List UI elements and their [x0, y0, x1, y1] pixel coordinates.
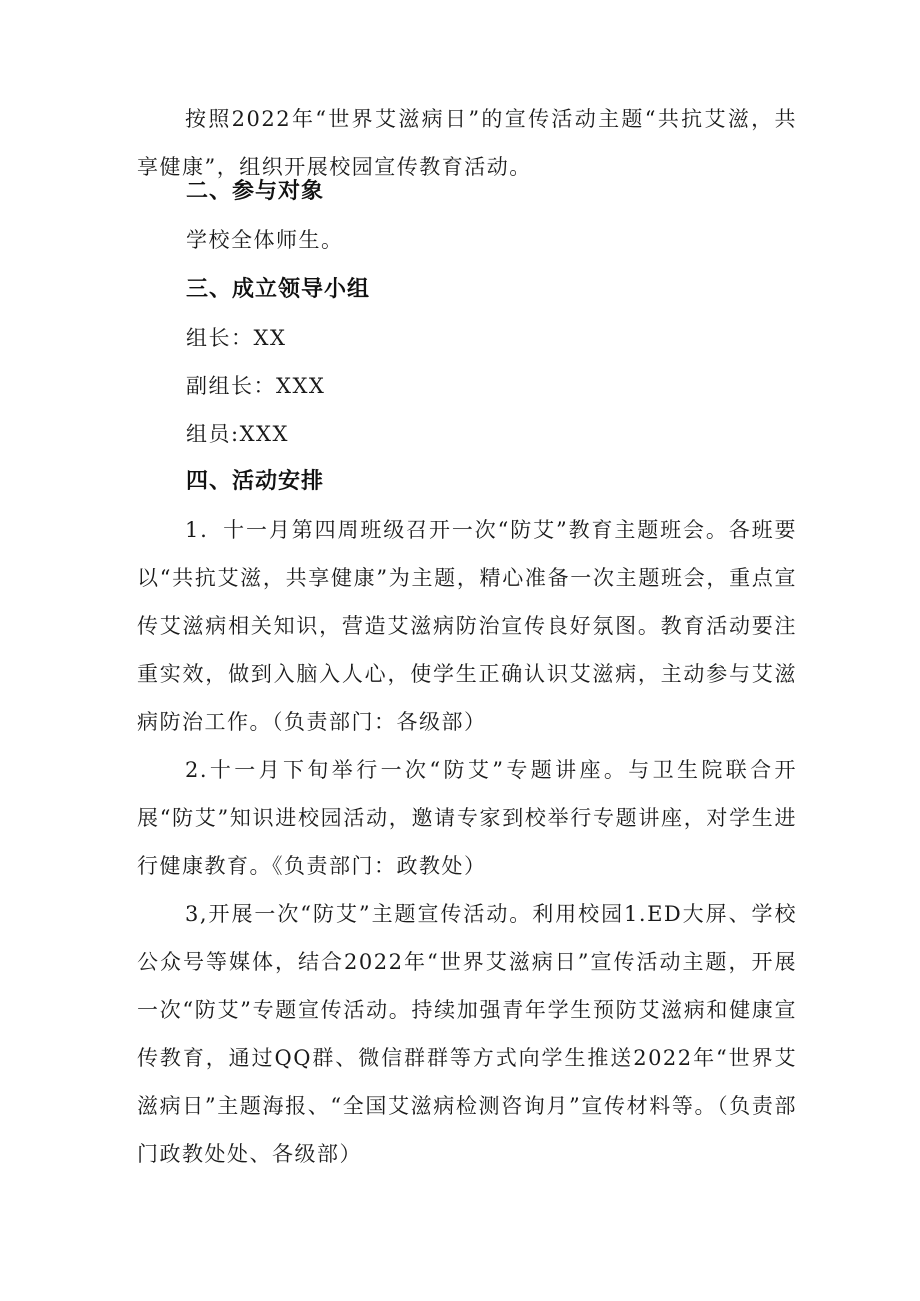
- deputy-leader-line: 副组长：XXX: [186, 374, 326, 398]
- members-line: 组员:XXX: [186, 422, 289, 446]
- intro-paragraph: 按照2022年“世界艾滋病日”的宣传活动主题“共抗艾滋，共享健康”，组织开展校园宣传教育活动。: [137, 107, 797, 179]
- section-heading-leadership: 三、成立领导小组: [186, 277, 371, 302]
- leader-line: 组长：XX: [186, 326, 287, 350]
- section-heading-participants: 二、参与对象: [186, 179, 325, 204]
- activity-item-3: 3,开展一次“防艾”主题宣传活动。利用校园1.ED大屏、学校公众号等媒体，结合2022年“世界艾滋病日”宣传活动主题，开展一次“防艾”专题宣传活动。持续加强青年学生预防艾滋病和健康宣传教育，通过QQ群、微信群群等方式向学生推送2022年“世界艾滋病日”主题海报、“全国艾滋病检测咨询月”宣传材料等。（负责部门政教处处、各级部）: [137, 902, 797, 1166]
- section-heading-activities: 四、活动安排: [186, 469, 325, 494]
- participants-text: 学校全体师生。: [186, 228, 344, 252]
- activity-item-1: 1．十一月第四周班级召开一次“防艾”教育主题班会。各班要以“共抗艾滋，共享健康”为主题，精心准备一次主题班会，重点宣传艾滋病相关知识，营造艾滋病防治宣传良好氛图。教育活动要注重实效，做到入脑入人心，使学生正确认识艾滋病，主动参与艾滋病防治工作。（负责部门：各级部）: [137, 518, 797, 734]
- activity-item-2: 2.十一月下旬举行一次“防艾”专题讲座。与卫生院联合开展“防艾”知识进校园活动，邀请专家到校举行专题讲座，对学生进行健康教育。《负责部门：政教处）: [137, 758, 797, 878]
